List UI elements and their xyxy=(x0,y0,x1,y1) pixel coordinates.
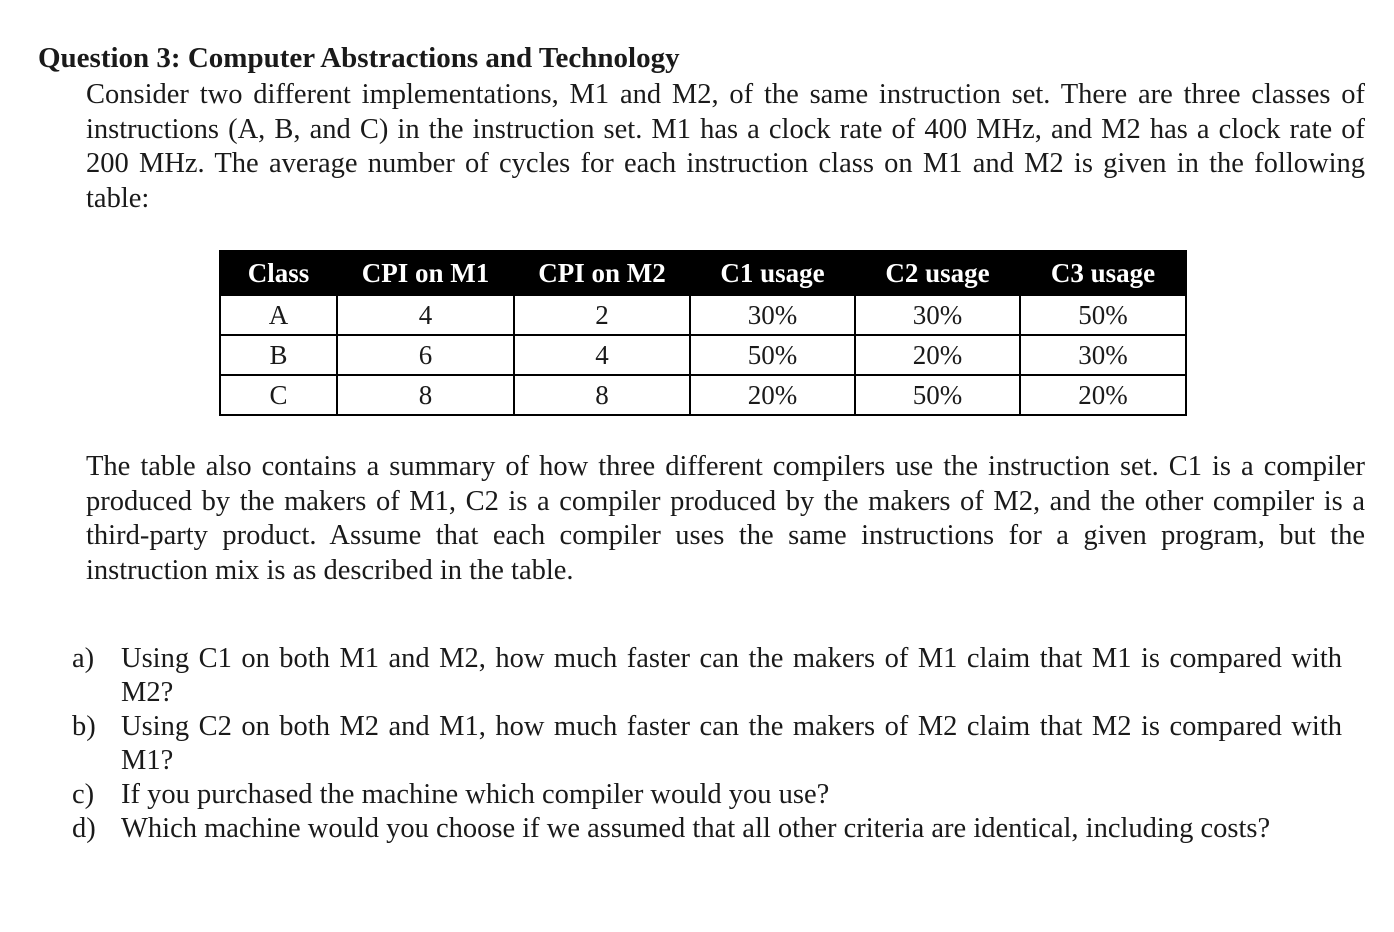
table-cell: 20% xyxy=(690,375,855,415)
table-cell: 4 xyxy=(337,295,514,335)
list-item xyxy=(72,642,1342,710)
table-cell: B xyxy=(220,335,337,375)
question-text: Using C2 on both M2 and M1, how much faster can the makers of M2 claim that M2 is compared with M1? xyxy=(121,711,1342,776)
table-cell: 6 xyxy=(337,335,514,375)
table-cell: C xyxy=(220,375,337,415)
table-cell: 50% xyxy=(1020,295,1186,335)
table-cell: 8 xyxy=(337,375,514,415)
table-header-row xyxy=(220,251,1186,295)
question-marker: a) xyxy=(72,643,95,674)
table-row xyxy=(220,295,1186,335)
header-cpi-m2: CPI on M2 xyxy=(514,251,690,295)
list-item xyxy=(72,812,1342,846)
question-text: Which machine would you choose if we assumed that all other criteria are identical, including costs? xyxy=(121,813,1271,844)
intro-paragraph: Consider two different implementations, M1 and M2, of the same instruction set. There are three classes of instructions (A, B, and C) in the instruction set. M1 has a clock rate of 400 MHz, and M2 has a clock rate of 200 MHz. The average number of cycles for each instruction class on M1 and M2 is given in the following table: xyxy=(86,79,1365,214)
list-item xyxy=(72,710,1342,778)
question-text: If you purchased the machine which compiler would you use? xyxy=(121,779,830,810)
table-cell: 8 xyxy=(514,375,690,415)
summary-paragraph: The table also contains a summary of how three different compilers use the instruction set. C1 is a compiler produced by the makers of M1, C2 is a compiler produced by the makers of M2, and the other compiler is a third-party product. Assume that each compiler uses the same instructions for a given program, but the instruction mix is as described in the table. xyxy=(86,451,1365,586)
table-cell: 20% xyxy=(1020,375,1186,415)
question-marker: c) xyxy=(72,779,95,810)
question-marker: d) xyxy=(72,813,96,844)
header-cpi-m1: CPI on M1 xyxy=(337,251,514,295)
header-c3-usage: C3 usage xyxy=(1020,251,1186,295)
table-cell: A xyxy=(220,295,337,335)
table-row xyxy=(220,375,1186,415)
question-list xyxy=(72,642,1342,846)
table-cell: 4 xyxy=(514,335,690,375)
table-cell: 2 xyxy=(514,295,690,335)
list-item xyxy=(72,778,1342,812)
table-cell: 20% xyxy=(855,335,1020,375)
table-cell: 50% xyxy=(855,375,1020,415)
header-class: Class xyxy=(220,251,337,295)
table-cell: 30% xyxy=(855,295,1020,335)
question-marker: b) xyxy=(72,711,96,742)
table-row xyxy=(220,335,1186,375)
table-cell: 30% xyxy=(1020,335,1186,375)
header-c2-usage: C2 usage xyxy=(855,251,1020,295)
question-text: Using C1 on both M1 and M2, how much faster can the makers of M1 claim that M1 is compared with M2? xyxy=(121,643,1342,708)
table-cell: 30% xyxy=(690,295,855,335)
table-cell: 50% xyxy=(690,335,855,375)
header-c1-usage: C1 usage xyxy=(690,251,855,295)
cpi-usage-table xyxy=(219,250,1187,416)
question-heading: Question 3: Computer Abstractions and Technology xyxy=(38,42,680,74)
